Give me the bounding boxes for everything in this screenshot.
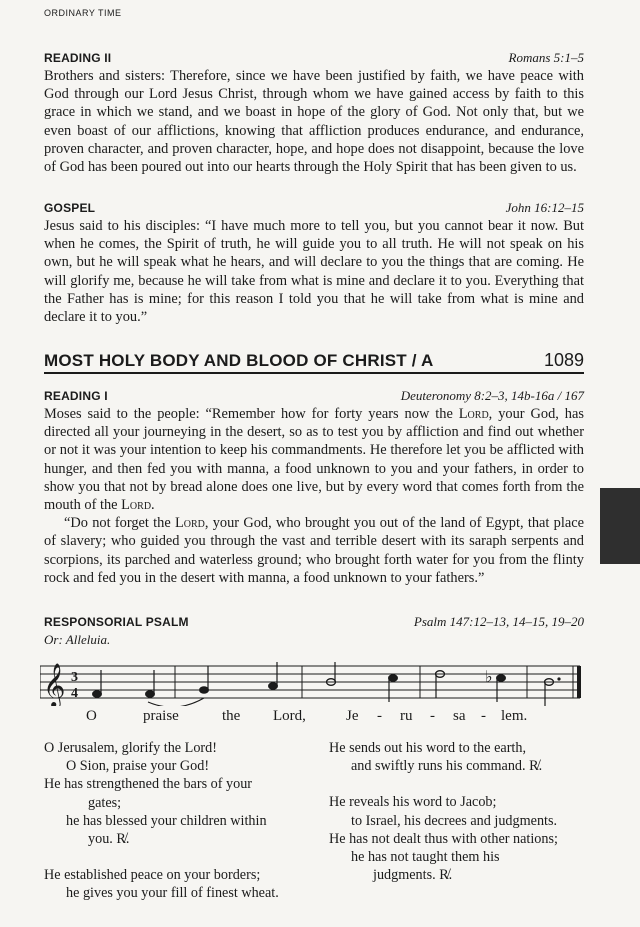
psalm-label: RESPONSORIAL PSALM (44, 615, 189, 629)
psalm-line: He reveals his word to Jacob; (329, 794, 497, 811)
lyric-syllable: Lord, (273, 708, 306, 724)
time-signature-top: 3 (71, 670, 78, 685)
feast-heading (44, 350, 584, 371)
reading-i-section (44, 388, 584, 587)
note (497, 675, 506, 682)
running-head: ORDINARY TIME (44, 8, 122, 18)
time-signature-bottom: 4 (71, 686, 78, 701)
psalm-or-alleluia: Or: Alleluia. (44, 632, 111, 647)
psalm-line: to Israel, his decrees and judgments. (351, 812, 558, 829)
psalm-citation: Psalm 147:12–13, 14–15, 19–20 (413, 614, 584, 629)
psalm-line: you. R̸. (88, 831, 130, 848)
psalm-right-column (329, 739, 558, 884)
psalm-line: O Sion, praise your God! (66, 758, 210, 775)
svg-text:𝄞: 𝄞 (43, 663, 66, 706)
psalm-line: he has blessed your children within (66, 812, 267, 829)
reading-i-citation: Deuteronomy 8:2–3, 14b-16a / 167 (400, 388, 584, 403)
lyric-syllable: ru (400, 708, 413, 724)
lyric-syllable: - (430, 708, 435, 724)
reading-ii-section (44, 50, 584, 176)
flat-sign-icon: ♭ (485, 667, 493, 686)
psalm-line: He sends out his word to the earth, (329, 740, 527, 756)
title-rule (44, 372, 584, 374)
note (200, 687, 209, 694)
thumb-tab (600, 488, 640, 564)
lyric-syllable: - (377, 708, 382, 724)
lyric-syllable: - (481, 708, 486, 724)
lyric-syllable: Je (346, 708, 359, 724)
reading-ii-citation: Romans 5:1–5 (508, 50, 584, 65)
psalm-line: He has strengthened the bars of your (44, 776, 253, 793)
psalm-line: he has not taught them his (351, 849, 500, 866)
music-staff (40, 662, 585, 706)
note (389, 675, 398, 682)
note (146, 691, 155, 698)
psalm-header (44, 614, 584, 648)
psalm-line: O Jerusalem, glorify the Lord! (44, 740, 217, 756)
feast-title: MOST HOLY BODY AND BLOOD OF CHRIST / A (44, 351, 434, 370)
feast-number: 1089 (543, 350, 584, 370)
treble-clef-icon (43, 663, 65, 706)
lyric-syllable: O (86, 708, 97, 724)
psalm-line: He has not dealt thus with other nations; (329, 830, 558, 847)
gospel-text: Jesus said to his disciples: “I have much more to tell you, but you cannot bear it now. But when he comes, the Spirit of truth, he will guide you to all truth. He will not speak on his own, but he will speak what he hears, and will declare to you the things that are coming. He will glorify me, because he will take from what is mine and declare it to you. Everything that the Father has is mine; for this reason I told you that he will take from what is mine and declare it to you.” (44, 218, 584, 326)
note (269, 683, 278, 690)
lyric-syllable: sa (453, 708, 466, 724)
psalm-line: gates; (88, 794, 122, 811)
gospel-citation: John 16:12–15 (505, 200, 584, 215)
reading-i-paragraph-1: Moses said to the people: “Remember how for forty years now the Lord, your God, has directed all your journeying in the desert, so as to test you by affliction and find out whether or not it was your intention to keep his commandments. He therefore let you be afflicted with hunger, and then fed you with manna, a food unknown to you and your fathers, in order to show you that not by bread alone does one live, but by every word that comes forth from the mouth of the Lord. (44, 406, 584, 514)
reading-ii-label: READING II (44, 51, 112, 65)
lyric-syllable: praise (143, 708, 179, 724)
psalm-line: judgments. R̸. (373, 867, 453, 884)
reading-i-paragraph-2: “Do not forget the Lord, your God, who brought you out of the land of Egypt, that place of slavery; who guided you through the vast and terrible desert with its saraph serpents and scorpions, its parched and waterless ground; who brought forth water for you from the flinty rock and fed you in the desert with manna, a food unknown to your fathers.” (44, 515, 584, 586)
psalm-line: he gives you your fill of finest wheat. (66, 885, 279, 902)
lyric-syllable: lem. (501, 708, 528, 724)
lyric-syllable: the (222, 708, 241, 724)
reading-i-label: READING I (44, 389, 108, 403)
gospel-label: GOSPEL (44, 201, 96, 215)
slur (148, 698, 204, 706)
psalm-left-column (44, 739, 279, 903)
reading-ii-text: Brothers and sisters: Therefore, since we have been justified by faith, we have peace with God through our Lord Jesus Christ, through whom we have gained access by faith to this grace in which we stand, and we boast in hope of the glory of God. Not only that, but we even boast of our afflictions, knowing that affliction produces endurance, and endurance, proven character, and proven character, hope, and hope does not disappoint, because the love of God has been poured out into our hearts through the Holy Spirit that has been given to us. (44, 68, 584, 176)
psalm-line: and swiftly runs his command. R̸. (351, 758, 543, 775)
psalm-line: He established peace on your borders; (44, 867, 261, 884)
note (93, 691, 102, 698)
gospel-section (44, 200, 584, 326)
